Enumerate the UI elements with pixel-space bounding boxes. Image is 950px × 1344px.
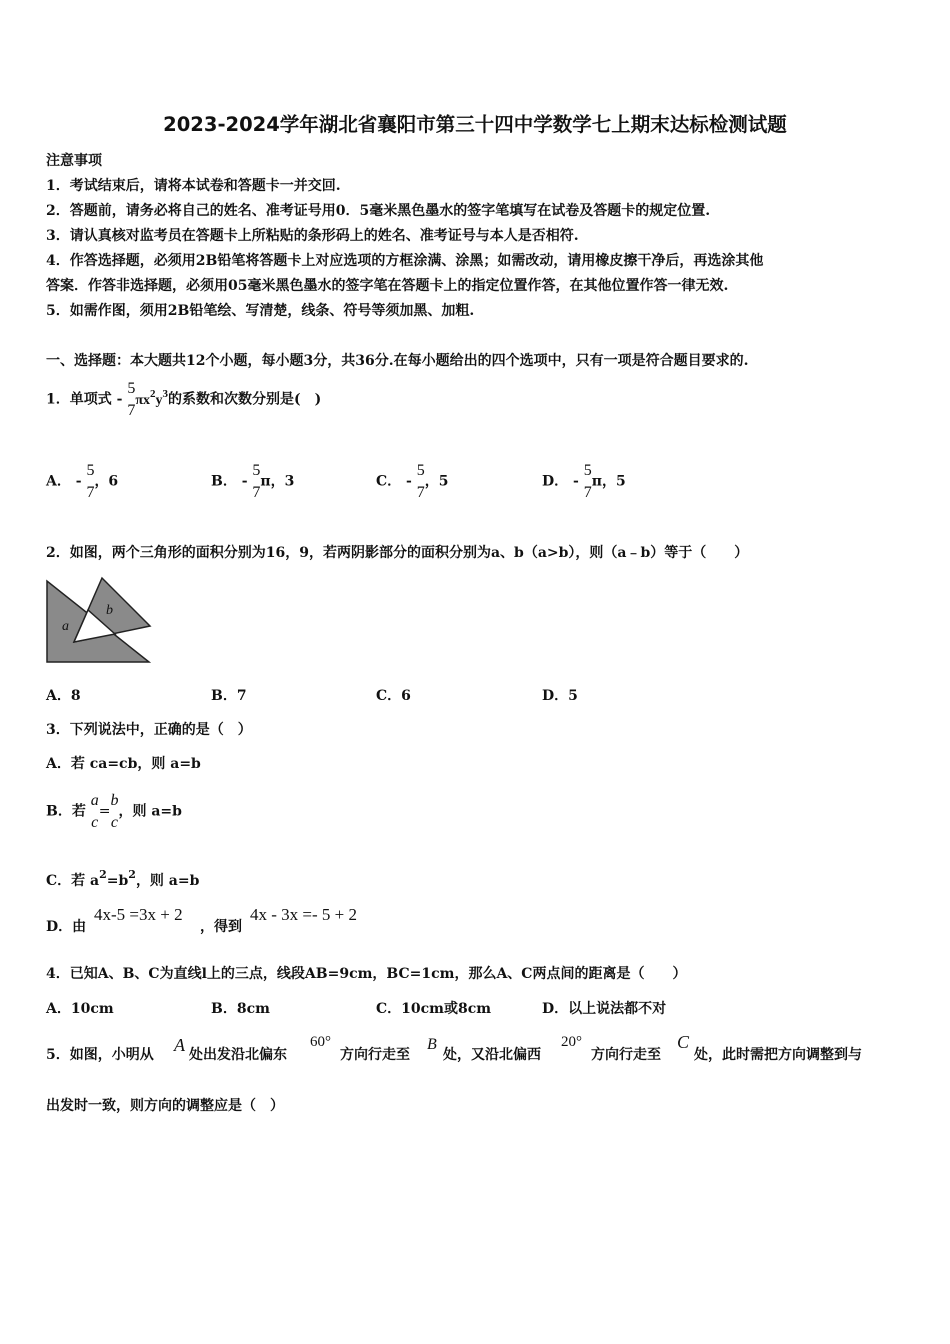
notice-item: 1．考试结束后，请将本试卷和答题卡一并交回. bbox=[46, 178, 341, 194]
q5-angle-1: 60° bbox=[310, 1034, 331, 1050]
q5-angle-2: 20° bbox=[561, 1034, 582, 1050]
label-a: a bbox=[62, 619, 69, 634]
q4-option-c: C．10cm或8cm bbox=[376, 1001, 492, 1017]
q1-fraction: 5 7 bbox=[127, 380, 136, 419]
question-3: 3．下列说法中，正确的是（ ） bbox=[46, 722, 252, 738]
q4-option-a: A．10cm bbox=[46, 1001, 114, 1017]
section-heading: 一、选择题：本大题共12个小题，每小题3分，共36分.在每小题给出的四个选项中，只有一项是符合题目要求的. bbox=[46, 353, 749, 369]
q5-text-1: 5．如图，小明从 bbox=[46, 1047, 154, 1063]
page-title: 2023-2024学年湖北省襄阳市第三十四中学数学七上期末达标检测试题 bbox=[163, 113, 787, 136]
q1-option-a: A． - 5 7 ，6 bbox=[46, 462, 119, 501]
q3-d-equation-1: 4x-5 =3x + 2 bbox=[94, 905, 183, 924]
question-4: 4．已知A、B、C为直线l上的三点，线段AB=9cm，BC=1cm，那么A、C两点间的距离是（ ） bbox=[46, 966, 687, 982]
q1-option-b: B． - 5 7 π，3 bbox=[211, 462, 295, 501]
q3-d-equation-2: 4x - 3x =- 5 + 2 bbox=[250, 905, 357, 924]
q2-option-a: A．8 bbox=[46, 688, 81, 704]
q2-option-c: C．6 bbox=[376, 688, 411, 704]
notice-heading: 注意事项 bbox=[46, 153, 102, 169]
q5-point-c: C bbox=[677, 1032, 690, 1052]
q1-option-d: D． - 5 7 π，5 bbox=[542, 462, 626, 501]
notice-item: 3．请认真核对监考员在答题卡上所粘贴的条形码上的姓名、准考证号与本人是否相符. bbox=[46, 228, 579, 244]
q5-point-a: A bbox=[174, 1035, 185, 1055]
q1-stem-pre: 1．单项式 - bbox=[46, 391, 123, 408]
question-1 bbox=[46, 378, 321, 421]
notice-item: 2．答题前，请务必将自己的姓名、准考证号用0．5毫米黑色墨水的签字笔填写在试卷及答题卡的规定位置. bbox=[46, 203, 711, 219]
q4-option-d: D．以上说法都不对 bbox=[542, 1001, 667, 1017]
notice-item: 答案．作答非选择题，必须用05毫米黑色墨水的签字笔在答题卡上的指定位置作答，在其他位置作答一律无效. bbox=[46, 278, 729, 294]
q2-option-b: B．7 bbox=[211, 688, 247, 704]
triangles-figure bbox=[44, 574, 156, 666]
q1-stem-post: 的系数和次数分别是( ) bbox=[167, 391, 322, 408]
q1-expression: $\pi x^2y^3$ bbox=[135, 387, 168, 408]
notice-item: 4．作答选择题，必须用2B铅笔将答题卡上对应选项的方框涂满、涂黑；如需改动，请用橡皮擦干净后，再选涂其他 bbox=[46, 253, 764, 269]
q5-text-line2: 出发时一致，则方向的调整应是（ ） bbox=[46, 1098, 284, 1114]
q5-text-4: 处，又沿北偏西 bbox=[443, 1047, 541, 1063]
q1-option-c: C． - 5 7 ，5 bbox=[376, 462, 449, 501]
label-b: b bbox=[106, 603, 113, 618]
q5-text-5: 方向行走至 bbox=[591, 1047, 661, 1063]
q5-text-2: 处出发沿北偏东 bbox=[189, 1047, 287, 1063]
q3-d-connector: ，得到 bbox=[200, 919, 242, 935]
question-2: 2．如图，两个三角形的面积分别为16，9，若两阴影部分的面积分别为a、b（a>b），则（a﹣b）等于（ ） bbox=[46, 545, 749, 561]
q5-text-3: 方向行走至 bbox=[340, 1047, 410, 1063]
q2-option-d: D．5 bbox=[542, 688, 578, 704]
q3-option-b: B．若 a c = b c ，则 a=b bbox=[46, 792, 182, 831]
q3-option-c: C．若 $a^2=b^2$，则 a=b bbox=[46, 868, 200, 889]
notice-item: 5．如需作图，须用2B铅笔绘、写清楚，线条、符号等须加黑、加粗. bbox=[46, 303, 475, 319]
q3-option-d: D．由 bbox=[46, 919, 87, 935]
q5-text-6: 处，此时需把方向调整到与 bbox=[694, 1047, 862, 1063]
q5-point-b: B bbox=[427, 1036, 437, 1053]
q3-option-a: A．若 ca=cb，则 a=b bbox=[46, 756, 201, 772]
q4-option-b: B．8cm bbox=[211, 1001, 270, 1017]
